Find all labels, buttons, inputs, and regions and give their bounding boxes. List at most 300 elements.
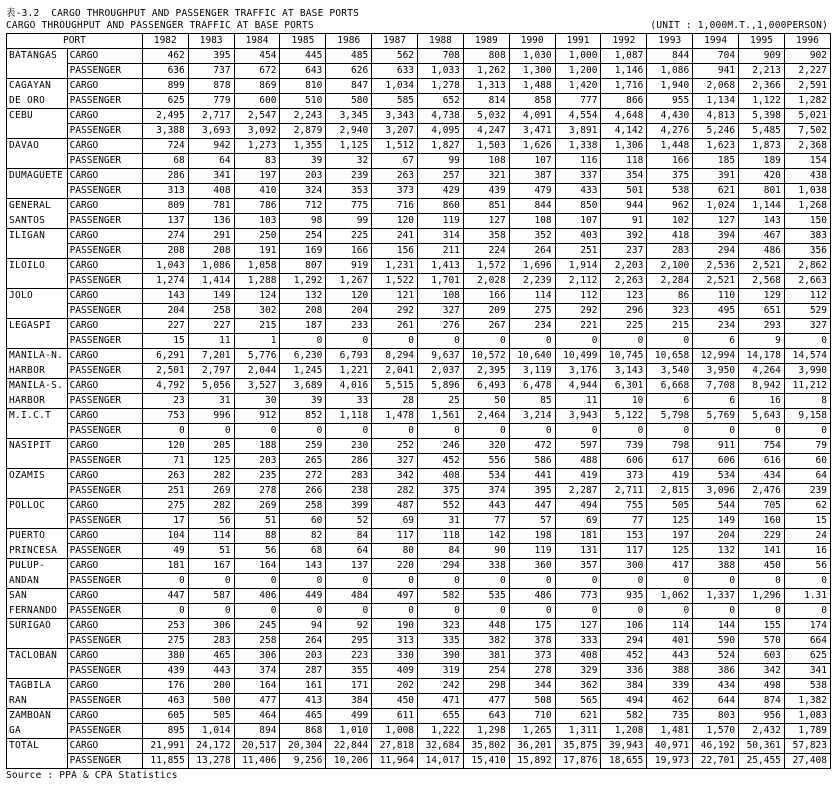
- passenger-value: 858: [509, 94, 555, 109]
- passenger-value: 39: [280, 394, 326, 409]
- cargo-value: 1,873: [739, 139, 785, 154]
- cargo-value: 1,478: [372, 409, 418, 424]
- cargo-value: 962: [647, 199, 693, 214]
- cargo-value: 852: [280, 409, 326, 424]
- port-name: FERNANDO: [7, 604, 68, 619]
- passenger-value: 69: [555, 514, 601, 529]
- passenger-value: 0: [509, 574, 555, 589]
- passenger-value: 0: [463, 574, 509, 589]
- passenger-value: 1,014: [188, 724, 234, 739]
- passenger-value: 565: [555, 694, 601, 709]
- port-name: ANDAN: [7, 574, 68, 589]
- passenger-value: 4,247: [463, 124, 509, 139]
- cargo-value: 487: [372, 499, 418, 514]
- cargo-label: CARGO: [67, 49, 142, 64]
- table-row: [7, 304, 831, 319]
- passenger-value: 0: [693, 574, 739, 589]
- passenger-value: 19,973: [647, 754, 693, 769]
- cargo-value: 2,495: [142, 109, 188, 124]
- passenger-value: 395: [509, 484, 555, 499]
- passenger-value: 4,142: [601, 124, 647, 139]
- cargo-value: 851: [463, 199, 509, 214]
- passenger-value: 2,227: [784, 64, 830, 79]
- passenger-value: 1,701: [418, 274, 464, 289]
- cargo-value: 755: [601, 499, 647, 514]
- cargo-value: 352: [509, 229, 555, 244]
- passenger-value: 386: [693, 664, 739, 679]
- port-name: PUERTO: [7, 529, 68, 544]
- passenger-value: 166: [326, 244, 372, 259]
- passenger-value: 189: [739, 154, 785, 169]
- cargo-value: 944: [601, 199, 647, 214]
- cargo-value: 434: [739, 469, 785, 484]
- cargo-value: 197: [647, 529, 693, 544]
- cargo-value: 132: [280, 289, 326, 304]
- table-row: [7, 724, 831, 739]
- passenger-value: 1: [234, 334, 280, 349]
- cargo-value: 753: [142, 409, 188, 424]
- passenger-value: 0: [372, 424, 418, 439]
- passenger-value: 17: [142, 514, 188, 529]
- passenger-value: 84: [418, 544, 464, 559]
- passenger-value: 384: [326, 694, 372, 709]
- cargo-value: 2,366: [739, 79, 785, 94]
- passenger-label: PASSENGER: [67, 454, 142, 469]
- cargo-value: 259: [280, 439, 326, 454]
- passenger-value: 251: [555, 244, 601, 259]
- cargo-value: 1,030: [509, 49, 555, 64]
- port-name: CAGAYAN: [7, 79, 68, 94]
- cargo-value: 902: [784, 49, 830, 64]
- passenger-value: 117: [601, 544, 647, 559]
- passenger-value: 401: [647, 634, 693, 649]
- passenger-value: 1,570: [693, 724, 739, 739]
- cargo-value: 443: [647, 649, 693, 664]
- cargo-value: 3,214: [509, 409, 555, 424]
- year-header: 1990: [509, 34, 555, 49]
- passenger-value: 107: [509, 154, 555, 169]
- passenger-value: 2,112: [555, 274, 601, 289]
- cargo-value: 705: [739, 499, 785, 514]
- passenger-value: 1,008: [372, 724, 418, 739]
- port-name: [7, 244, 68, 259]
- port-name: ILIGAN: [7, 229, 68, 244]
- cargo-value: 20,517: [234, 739, 280, 754]
- cargo-label: CARGO: [67, 229, 142, 244]
- passenger-value: 375: [418, 484, 464, 499]
- passenger-value: 5,485: [739, 124, 785, 139]
- passenger-value: 0: [463, 424, 509, 439]
- passenger-value: 185: [693, 154, 739, 169]
- passenger-value: 136: [188, 214, 234, 229]
- cargo-value: 399: [326, 499, 372, 514]
- passenger-value: 327: [372, 454, 418, 469]
- passenger-value: 64: [326, 544, 372, 559]
- passenger-value: 633: [372, 64, 418, 79]
- passenger-value: 488: [555, 454, 601, 469]
- passenger-value: 30: [234, 394, 280, 409]
- cargo-value: 8,294: [372, 349, 418, 364]
- cargo-value: 452: [601, 649, 647, 664]
- cargo-value: 164: [234, 679, 280, 694]
- passenger-value: 143: [739, 214, 785, 229]
- passenger-value: 1,146: [601, 64, 647, 79]
- passenger-value: 336: [601, 664, 647, 679]
- passenger-value: 1,134: [693, 94, 739, 109]
- cargo-value: 5,398: [739, 109, 785, 124]
- passenger-value: 3,891: [555, 124, 601, 139]
- passenger-value: 1,311: [555, 724, 601, 739]
- passenger-value: 283: [188, 634, 234, 649]
- cargo-value: 298: [463, 679, 509, 694]
- port-name: PRINCESA: [7, 544, 68, 559]
- passenger-label: PASSENGER: [67, 634, 142, 649]
- table-row: [7, 409, 831, 424]
- passenger-value: 0: [784, 334, 830, 349]
- passenger-value: 0: [372, 574, 418, 589]
- cargo-value: 6,230: [280, 349, 326, 364]
- passenger-value: 4,264: [739, 364, 785, 379]
- passenger-value: 9: [739, 334, 785, 349]
- passenger-value: 556: [463, 454, 509, 469]
- port-name: ZAMBOAN: [7, 709, 68, 724]
- passenger-value: 0: [418, 604, 464, 619]
- passenger-value: 1,481: [647, 724, 693, 739]
- table-row: [7, 214, 831, 229]
- cargo-value: 306: [188, 619, 234, 634]
- header-row: [7, 34, 831, 49]
- cargo-value: 710: [509, 709, 555, 724]
- passenger-value: 125: [647, 514, 693, 529]
- cargo-value: 485: [326, 49, 372, 64]
- port-name: POLLOC: [7, 499, 68, 514]
- passenger-value: 0: [326, 604, 372, 619]
- passenger-value: 141: [739, 544, 785, 559]
- passenger-value: 0: [234, 604, 280, 619]
- passenger-value: 254: [463, 664, 509, 679]
- cargo-value: 1,313: [463, 79, 509, 94]
- table-row: [7, 379, 831, 394]
- passenger-value: 0: [372, 604, 418, 619]
- table-row: [7, 124, 831, 139]
- cargo-value: 534: [693, 469, 739, 484]
- cargo-value: 497: [372, 589, 418, 604]
- cargo-value: 241: [372, 229, 418, 244]
- port-name: NASIPIT: [7, 439, 68, 454]
- passenger-value: 2,521: [693, 274, 739, 289]
- cargo-value: 171: [326, 679, 372, 694]
- cargo-value: 498: [739, 679, 785, 694]
- cargo-value: 1,062: [647, 589, 693, 604]
- passenger-value: 102: [647, 214, 693, 229]
- cargo-value: 4,091: [509, 109, 555, 124]
- cargo-value: 406: [234, 589, 280, 604]
- passenger-value: 287: [280, 664, 326, 679]
- table-row: [7, 559, 831, 574]
- cargo-value: 847: [326, 79, 372, 94]
- year-header: 1991: [555, 34, 601, 49]
- cargo-value: 341: [188, 169, 234, 184]
- cargo-value: 1,626: [509, 139, 555, 154]
- port-name: DAVAO: [7, 139, 68, 154]
- cargo-value: 3,345: [326, 109, 372, 124]
- passenger-value: 9,256: [280, 754, 326, 769]
- cargo-value: 724: [142, 139, 188, 154]
- cargo-value: 166: [463, 289, 509, 304]
- port-name: SANTOS: [7, 214, 68, 229]
- port-name: SURIGAO: [7, 619, 68, 634]
- cargo-value: 450: [739, 559, 785, 574]
- cargo-value: 9,158: [784, 409, 830, 424]
- passenger-value: 0: [418, 574, 464, 589]
- passenger-value: 52: [326, 514, 372, 529]
- port-name: [7, 664, 68, 679]
- port-name: M.I.C.T: [7, 409, 68, 424]
- cargo-value: 254: [280, 229, 326, 244]
- table-row: [7, 139, 831, 154]
- cargo-value: 174: [784, 619, 830, 634]
- cargo-value: 39,943: [601, 739, 647, 754]
- cargo-value: 137: [326, 559, 372, 574]
- passenger-value: 606: [601, 454, 647, 469]
- passenger-value: 538: [647, 184, 693, 199]
- port-name: PULUP-: [7, 559, 68, 574]
- passenger-label: PASSENGER: [67, 544, 142, 559]
- cargo-value: 197: [234, 169, 280, 184]
- port-traffic-table: [6, 33, 831, 769]
- cargo-label: CARGO: [67, 439, 142, 454]
- port-name: [7, 334, 68, 349]
- cargo-value: 4,430: [647, 109, 693, 124]
- cargo-value: 798: [647, 439, 693, 454]
- passenger-value: 333: [555, 634, 601, 649]
- cargo-value: 1,413: [418, 259, 464, 274]
- cargo-value: 449: [280, 589, 326, 604]
- table-row: [7, 349, 831, 364]
- cargo-value: 339: [647, 679, 693, 694]
- cargo-value: 394: [693, 229, 739, 244]
- passenger-value: 355: [326, 664, 372, 679]
- port-header: PORT: [7, 34, 143, 49]
- passenger-value: 56: [188, 514, 234, 529]
- cargo-value: 164: [234, 559, 280, 574]
- passenger-value: 1,265: [509, 724, 555, 739]
- cargo-value: 447: [509, 499, 555, 514]
- passenger-value: 1,222: [418, 724, 464, 739]
- table-row: [7, 574, 831, 589]
- passenger-value: 643: [280, 64, 326, 79]
- passenger-value: 302: [234, 304, 280, 319]
- cargo-value: 803: [693, 709, 739, 724]
- passenger-value: 1,262: [463, 64, 509, 79]
- passenger-label: PASSENGER: [67, 274, 142, 289]
- passenger-value: 2,287: [555, 484, 601, 499]
- passenger-value: 127: [693, 214, 739, 229]
- cargo-value: 321: [463, 169, 509, 184]
- cargo-value: 505: [188, 709, 234, 724]
- port-name: [7, 754, 68, 769]
- table-row: [7, 184, 831, 199]
- table-row: [7, 604, 831, 619]
- passenger-value: 51: [234, 514, 280, 529]
- passenger-value: 50: [463, 394, 509, 409]
- passenger-value: 0: [142, 574, 188, 589]
- cargo-value: 2,368: [784, 139, 830, 154]
- port-name: [7, 124, 68, 139]
- passenger-value: 91: [601, 214, 647, 229]
- cargo-value: 621: [555, 709, 601, 724]
- cargo-value: 1,355: [280, 139, 326, 154]
- cargo-value: 773: [555, 589, 601, 604]
- cargo-value: 269: [234, 499, 280, 514]
- passenger-value: 15,410: [463, 754, 509, 769]
- cargo-value: 443: [463, 499, 509, 514]
- passenger-value: 586: [509, 454, 555, 469]
- cargo-value: 282: [188, 499, 234, 514]
- table-row: [7, 244, 831, 259]
- port-name: [7, 424, 68, 439]
- passenger-value: 25,455: [739, 754, 785, 769]
- cargo-value: 2,203: [601, 259, 647, 274]
- passenger-value: 39: [280, 154, 326, 169]
- passenger-value: 1,298: [463, 724, 509, 739]
- cargo-label: CARGO: [67, 619, 142, 634]
- passenger-label: PASSENGER: [67, 724, 142, 739]
- passenger-label: PASSENGER: [67, 484, 142, 499]
- passenger-value: 108: [509, 214, 555, 229]
- cargo-value: 611: [372, 709, 418, 724]
- cargo-value: 6,291: [142, 349, 188, 364]
- table-row: [7, 664, 831, 679]
- passenger-value: 3,990: [784, 364, 830, 379]
- passenger-value: 353: [326, 184, 372, 199]
- port-name: ILOILO: [7, 259, 68, 274]
- table-row: [7, 109, 831, 124]
- passenger-value: 85: [509, 394, 555, 409]
- cargo-value: 272: [280, 469, 326, 484]
- passenger-value: 15,892: [509, 754, 555, 769]
- cargo-value: 86: [647, 289, 693, 304]
- cargo-value: 2,591: [784, 79, 830, 94]
- passenger-value: 1,038: [784, 184, 830, 199]
- passenger-value: 868: [280, 724, 326, 739]
- cargo-value: 375: [647, 169, 693, 184]
- cargo-value: 1,278: [418, 79, 464, 94]
- passenger-value: 814: [463, 94, 509, 109]
- table-row: [7, 154, 831, 169]
- cargo-value: 276: [418, 319, 464, 334]
- cargo-value: 1,940: [647, 79, 693, 94]
- passenger-value: 2,284: [647, 274, 693, 289]
- passenger-value: 108: [463, 154, 509, 169]
- passenger-label: PASSENGER: [67, 64, 142, 79]
- cargo-value: 35,875: [555, 739, 601, 754]
- passenger-value: 0: [601, 574, 647, 589]
- passenger-value: 6: [693, 334, 739, 349]
- cargo-value: 5,643: [739, 409, 785, 424]
- cargo-value: 3,343: [372, 109, 418, 124]
- cargo-value: 127: [555, 619, 601, 634]
- cargo-value: 263: [372, 169, 418, 184]
- cargo-value: 306: [234, 649, 280, 664]
- passenger-value: 1,300: [509, 64, 555, 79]
- passenger-value: 166: [647, 154, 693, 169]
- cargo-value: 360: [509, 559, 555, 574]
- passenger-value: 211: [418, 244, 464, 259]
- passenger-value: 150: [784, 214, 830, 229]
- cargo-value: 417: [647, 559, 693, 574]
- cargo-value: 2,547: [234, 109, 280, 124]
- passenger-value: 292: [555, 304, 601, 319]
- passenger-value: 590: [693, 634, 739, 649]
- cargo-value: 227: [188, 319, 234, 334]
- passenger-value: 296: [601, 304, 647, 319]
- cargo-value: 57,823: [784, 739, 830, 754]
- cargo-value: 2,717: [188, 109, 234, 124]
- cargo-value: 149: [188, 289, 234, 304]
- passenger-value: 27,408: [784, 754, 830, 769]
- passenger-value: 2,501: [142, 364, 188, 379]
- year-header: 1995: [739, 34, 785, 49]
- table-row: [7, 709, 831, 724]
- passenger-value: 0: [188, 604, 234, 619]
- passenger-label: PASSENGER: [67, 184, 142, 199]
- passenger-label: PASSENGER: [67, 514, 142, 529]
- passenger-value: 10,206: [326, 754, 372, 769]
- passenger-value: 266: [280, 484, 326, 499]
- table-row: [7, 469, 831, 484]
- cargo-value: 1,086: [188, 259, 234, 274]
- port-name: [7, 634, 68, 649]
- passenger-value: 477: [463, 694, 509, 709]
- cargo-value: 354: [601, 169, 647, 184]
- cargo-value: 465: [188, 649, 234, 664]
- cargo-value: 860: [418, 199, 464, 214]
- cargo-value: 320: [463, 439, 509, 454]
- subtitle-row: [6, 20, 828, 32]
- passenger-value: 1,267: [326, 274, 372, 289]
- passenger-value: 132: [693, 544, 739, 559]
- passenger-value: 77: [463, 514, 509, 529]
- cargo-value: 5,798: [647, 409, 693, 424]
- cargo-value: 4,813: [693, 109, 739, 124]
- port-name: SAN: [7, 589, 68, 604]
- passenger-value: 1,010: [326, 724, 372, 739]
- cargo-value: 258: [280, 499, 326, 514]
- passenger-value: 258: [188, 304, 234, 319]
- cargo-value: 32,684: [418, 739, 464, 754]
- cargo-value: 330: [372, 649, 418, 664]
- passenger-value: 737: [188, 64, 234, 79]
- passenger-value: 64: [188, 154, 234, 169]
- table-row: [7, 289, 831, 304]
- passenger-value: 439: [463, 184, 509, 199]
- table-row: [7, 319, 831, 334]
- passenger-value: 486: [739, 244, 785, 259]
- cargo-value: 494: [555, 499, 601, 514]
- cargo-value: 35,802: [463, 739, 509, 754]
- cargo-value: 342: [372, 469, 418, 484]
- passenger-value: 341: [784, 664, 830, 679]
- passenger-value: 327: [418, 304, 464, 319]
- cargo-value: 203: [280, 169, 326, 184]
- cargo-value: 4,738: [418, 109, 464, 124]
- cargo-value: 261: [372, 319, 418, 334]
- passenger-label: PASSENGER: [67, 574, 142, 589]
- cargo-label: CARGO: [67, 589, 142, 604]
- passenger-value: 0: [647, 574, 693, 589]
- cargo-value: 735: [647, 709, 693, 724]
